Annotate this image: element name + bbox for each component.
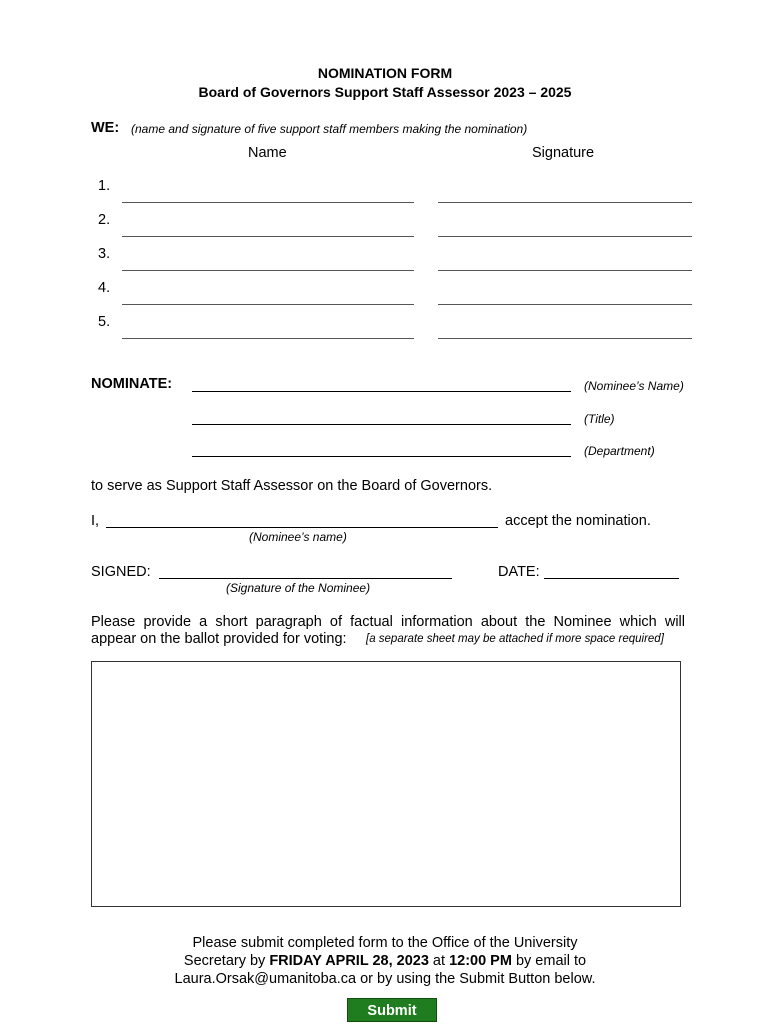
nominee-department-field[interactable]	[192, 456, 571, 457]
serve-statement: to serve as Support Staff Assessor on the Board of Governors.	[91, 478, 493, 494]
footer-line1: Please submit completed form to the Office of the University	[192, 935, 578, 951]
form-subtitle: Board of Governors Support Staff Assessor 2023 – 2025	[198, 84, 572, 100]
footer-line2	[0, 953, 770, 969]
signature-column-header: Signature	[532, 145, 595, 161]
member-3-signature-field[interactable]	[438, 270, 692, 271]
date-label: DATE:	[498, 564, 540, 580]
footer-line2-pre: Secretary by	[183, 953, 270, 969]
member-5-signature-field[interactable]	[438, 338, 692, 339]
nominate-label: NOMINATE:	[91, 376, 173, 392]
accept-suffix: accept the nomination.	[505, 513, 651, 529]
member-3-name-field[interactable]	[122, 270, 414, 271]
nominee-name-field[interactable]	[192, 391, 571, 392]
footer-line3: Laura.Orsak@umanitoba.ca or by using the Submit Button below.	[174, 971, 596, 987]
nominee-information-textarea[interactable]	[91, 661, 681, 907]
paragraph-note: [a separate sheet may be attached if more space required]	[366, 633, 664, 645]
footer-line2-mid: at	[428, 953, 450, 969]
nominee-department-hint: (Department)	[584, 444, 655, 458]
member-2-signature-field[interactable]	[438, 236, 692, 237]
we-label: WE:	[91, 120, 120, 136]
member-5-name-field[interactable]	[122, 338, 414, 339]
signature-hint: (Signature of the Nominee)	[226, 581, 371, 595]
date-field[interactable]	[544, 578, 679, 579]
deadline-date: FRIDAY APRIL 28, 2023	[269, 953, 429, 969]
name-column-header: Name	[248, 145, 287, 161]
paragraph-instruction-line2: appear on the ballot provided for voting:	[91, 631, 347, 647]
accept-nominee-name-field[interactable]	[106, 527, 498, 528]
member-1-name-field[interactable]	[122, 202, 414, 203]
member-2-name-field[interactable]	[122, 236, 414, 237]
member-4-name-field[interactable]	[122, 304, 414, 305]
submit-button[interactable]: Submit	[347, 998, 437, 1022]
nominee-signature-field[interactable]	[159, 578, 452, 579]
form-title: NOMINATION FORM	[317, 65, 453, 81]
row-number-1: 1.	[98, 178, 111, 194]
nominee-title-field[interactable]	[192, 424, 571, 425]
paragraph-instruction-line1: Please provide a short paragraph of factual information about the Nominee which will	[91, 614, 685, 630]
footer-line2-post: by email to	[511, 953, 587, 969]
accept-name-hint: (Nominee’s name)	[249, 530, 347, 544]
we-instruction: (name and signature of five support staff members making the nomination)	[131, 122, 528, 136]
row-number-5: 5.	[98, 314, 111, 330]
deadline-time: 12:00 PM	[449, 953, 512, 969]
row-number-4: 4.	[98, 280, 111, 296]
signed-label: SIGNED:	[91, 564, 151, 580]
member-1-signature-field[interactable]	[438, 202, 692, 203]
nominee-title-hint: (Title)	[584, 412, 615, 426]
row-number-3: 3.	[98, 246, 111, 262]
row-number-2: 2.	[98, 212, 111, 228]
nominee-name-hint: (Nominee’s Name)	[584, 379, 684, 393]
member-4-signature-field[interactable]	[438, 304, 692, 305]
accept-prefix: I,	[91, 513, 100, 529]
